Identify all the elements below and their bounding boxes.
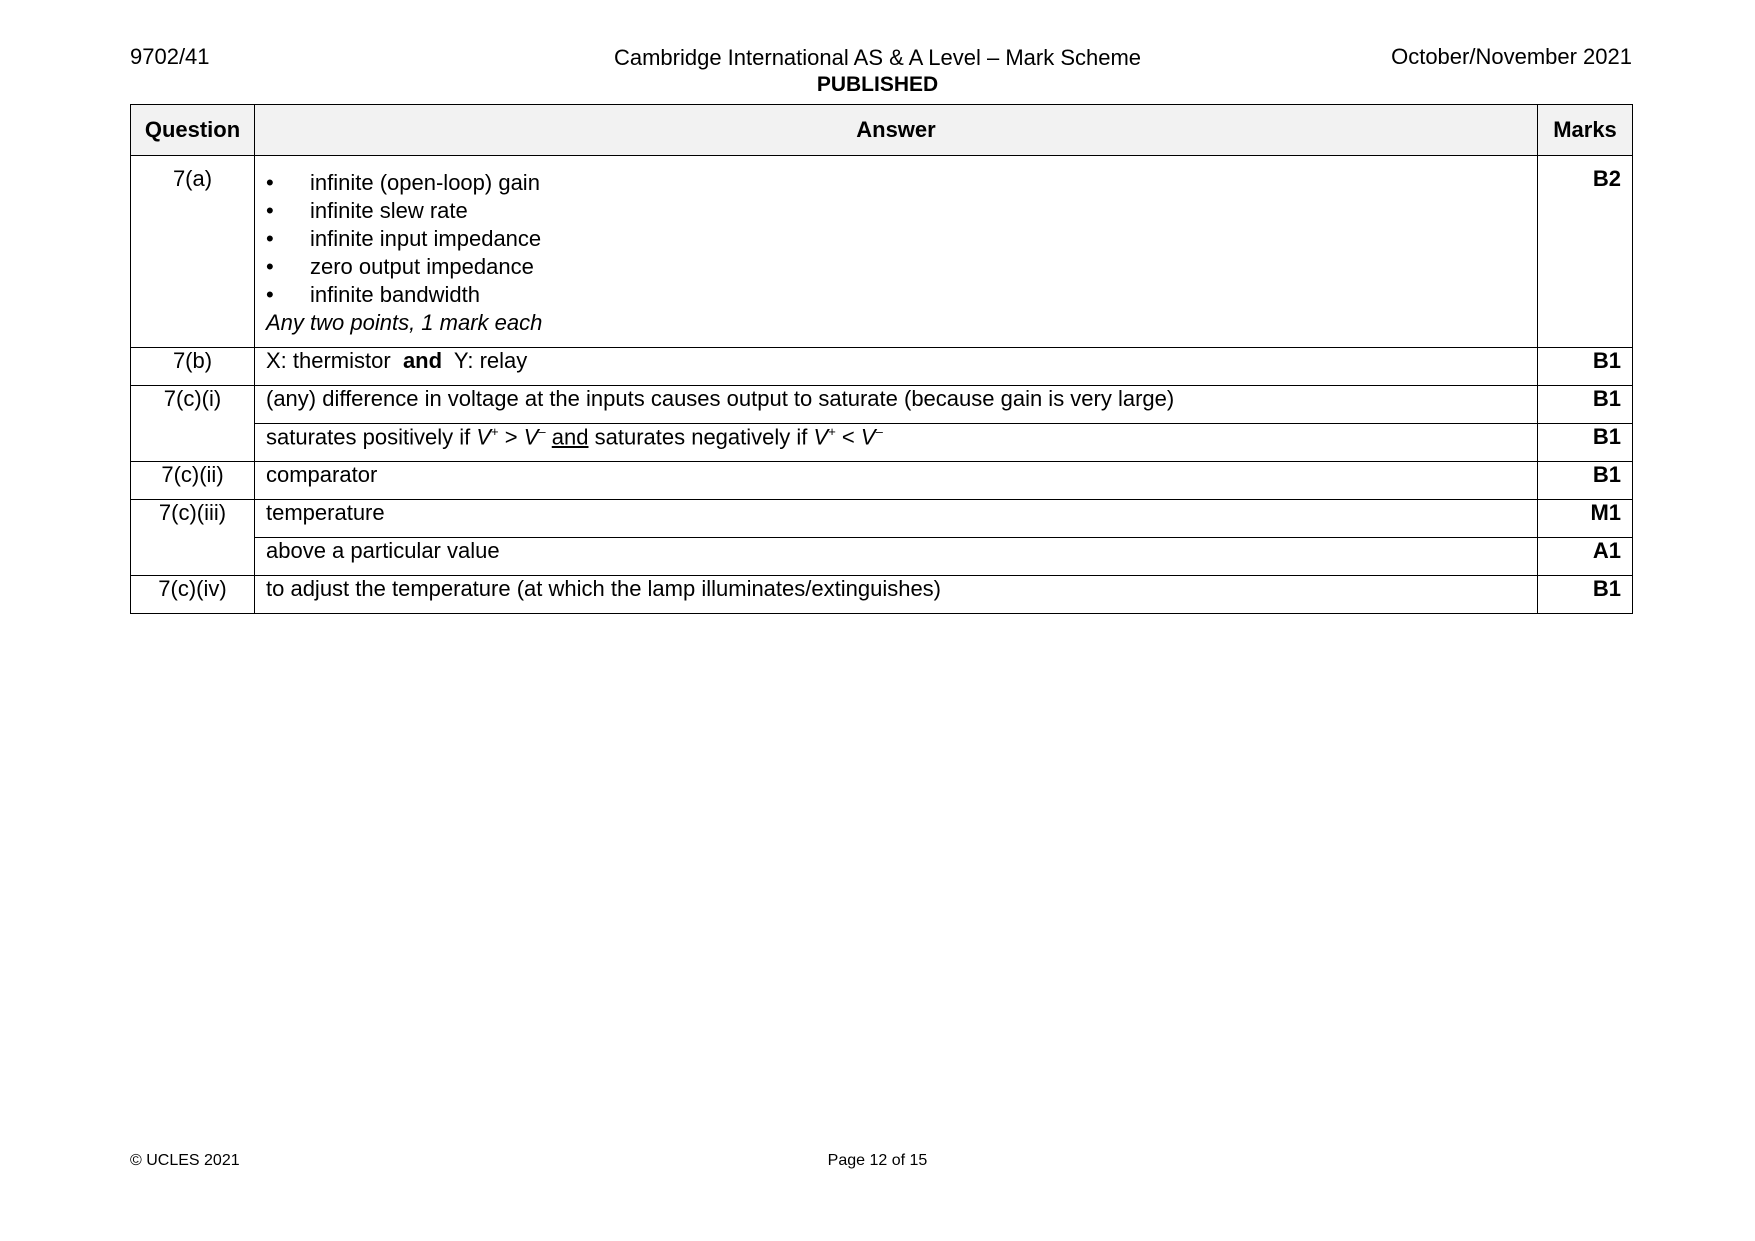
answer-text: saturates negatively if (594, 424, 808, 450)
answer-text: saturates positively if (266, 424, 471, 450)
variable-v: V (523, 424, 539, 450)
mark-value: B1 (1538, 462, 1633, 500)
answer-cell: comparator (255, 462, 1538, 500)
superscript-plus: + (828, 424, 836, 439)
list-item: • infinite input impedance (266, 225, 1526, 253)
column-header-answer: Answer (255, 105, 1538, 156)
mark-scheme-table (130, 104, 1633, 614)
list-item: • zero output impedance (266, 253, 1526, 281)
answer-cell (255, 424, 1538, 462)
mark-value: M1 (1538, 500, 1633, 538)
column-header-marks: Marks (1538, 105, 1633, 156)
table-row (131, 576, 1633, 614)
table-row (131, 500, 1633, 538)
question-number: 7(a) (131, 156, 255, 348)
mark-value: B1 (1538, 348, 1633, 386)
marking-note: Any two points, 1 mark each (266, 310, 543, 335)
answer-cell: to adjust the temperature (at which the lamp illuminates/extinguishes) (255, 576, 1538, 614)
mark-value: A1 (1538, 538, 1633, 576)
table-row (131, 156, 1633, 348)
table-row (131, 538, 1633, 576)
answer-conjunction: and (551, 424, 589, 450)
table-row (131, 386, 1633, 424)
mark-value: B1 (1538, 386, 1633, 424)
answer-text: X: thermistor (266, 348, 391, 373)
less-than-symbol: < (841, 424, 855, 450)
answer-cell (255, 348, 1538, 386)
answer-text: Y: relay (453, 348, 528, 373)
mark-value: B2 (1538, 156, 1633, 348)
mark-value: B1 (1538, 576, 1633, 614)
superscript-minus: – (875, 424, 883, 439)
question-number: 7(b) (131, 348, 255, 386)
answer-cell: (any) difference in voltage at the inputs causes output to saturate (because gain is very large) (255, 386, 1538, 424)
answer-cell: temperature (255, 500, 1538, 538)
exam-session: October/November 2021 (1391, 44, 1632, 69)
list-item: • infinite bandwidth (266, 281, 1526, 309)
table-header-row (131, 105, 1633, 156)
answer-bullet-list (266, 169, 1526, 309)
published-label: PUBLISHED (816, 73, 939, 96)
variable-v: V (813, 424, 829, 450)
document-title: Cambridge International AS & A Level – Mark Scheme (613, 45, 1142, 70)
table-row (131, 462, 1633, 500)
table-row (131, 348, 1633, 386)
list-item: • infinite (open-loop) gain (266, 169, 1526, 197)
question-number: 7(c)(i) (131, 386, 255, 462)
question-number: 7(c)(ii) (131, 462, 255, 500)
greater-than-symbol: > (504, 424, 518, 450)
copyright-notice: © UCLES 2021 (130, 1152, 240, 1169)
superscript-minus: – (538, 424, 546, 439)
question-number: 7(c)(iv) (131, 576, 255, 614)
mark-value: B1 (1538, 424, 1633, 462)
answer-conjunction: and (402, 348, 443, 373)
answer-cell (255, 156, 1538, 348)
variable-v: V (476, 424, 492, 450)
variable-v: V (860, 424, 876, 450)
superscript-plus: + (491, 424, 499, 439)
page-number: Page 12 of 15 (827, 1152, 928, 1169)
question-number: 7(c)(iii) (131, 500, 255, 576)
table-row (131, 424, 1633, 462)
paper-code: 9702/41 (130, 44, 210, 69)
list-item: • infinite slew rate (266, 197, 1526, 225)
answer-cell: above a particular value (255, 538, 1538, 576)
column-header-question: Question (131, 105, 255, 156)
